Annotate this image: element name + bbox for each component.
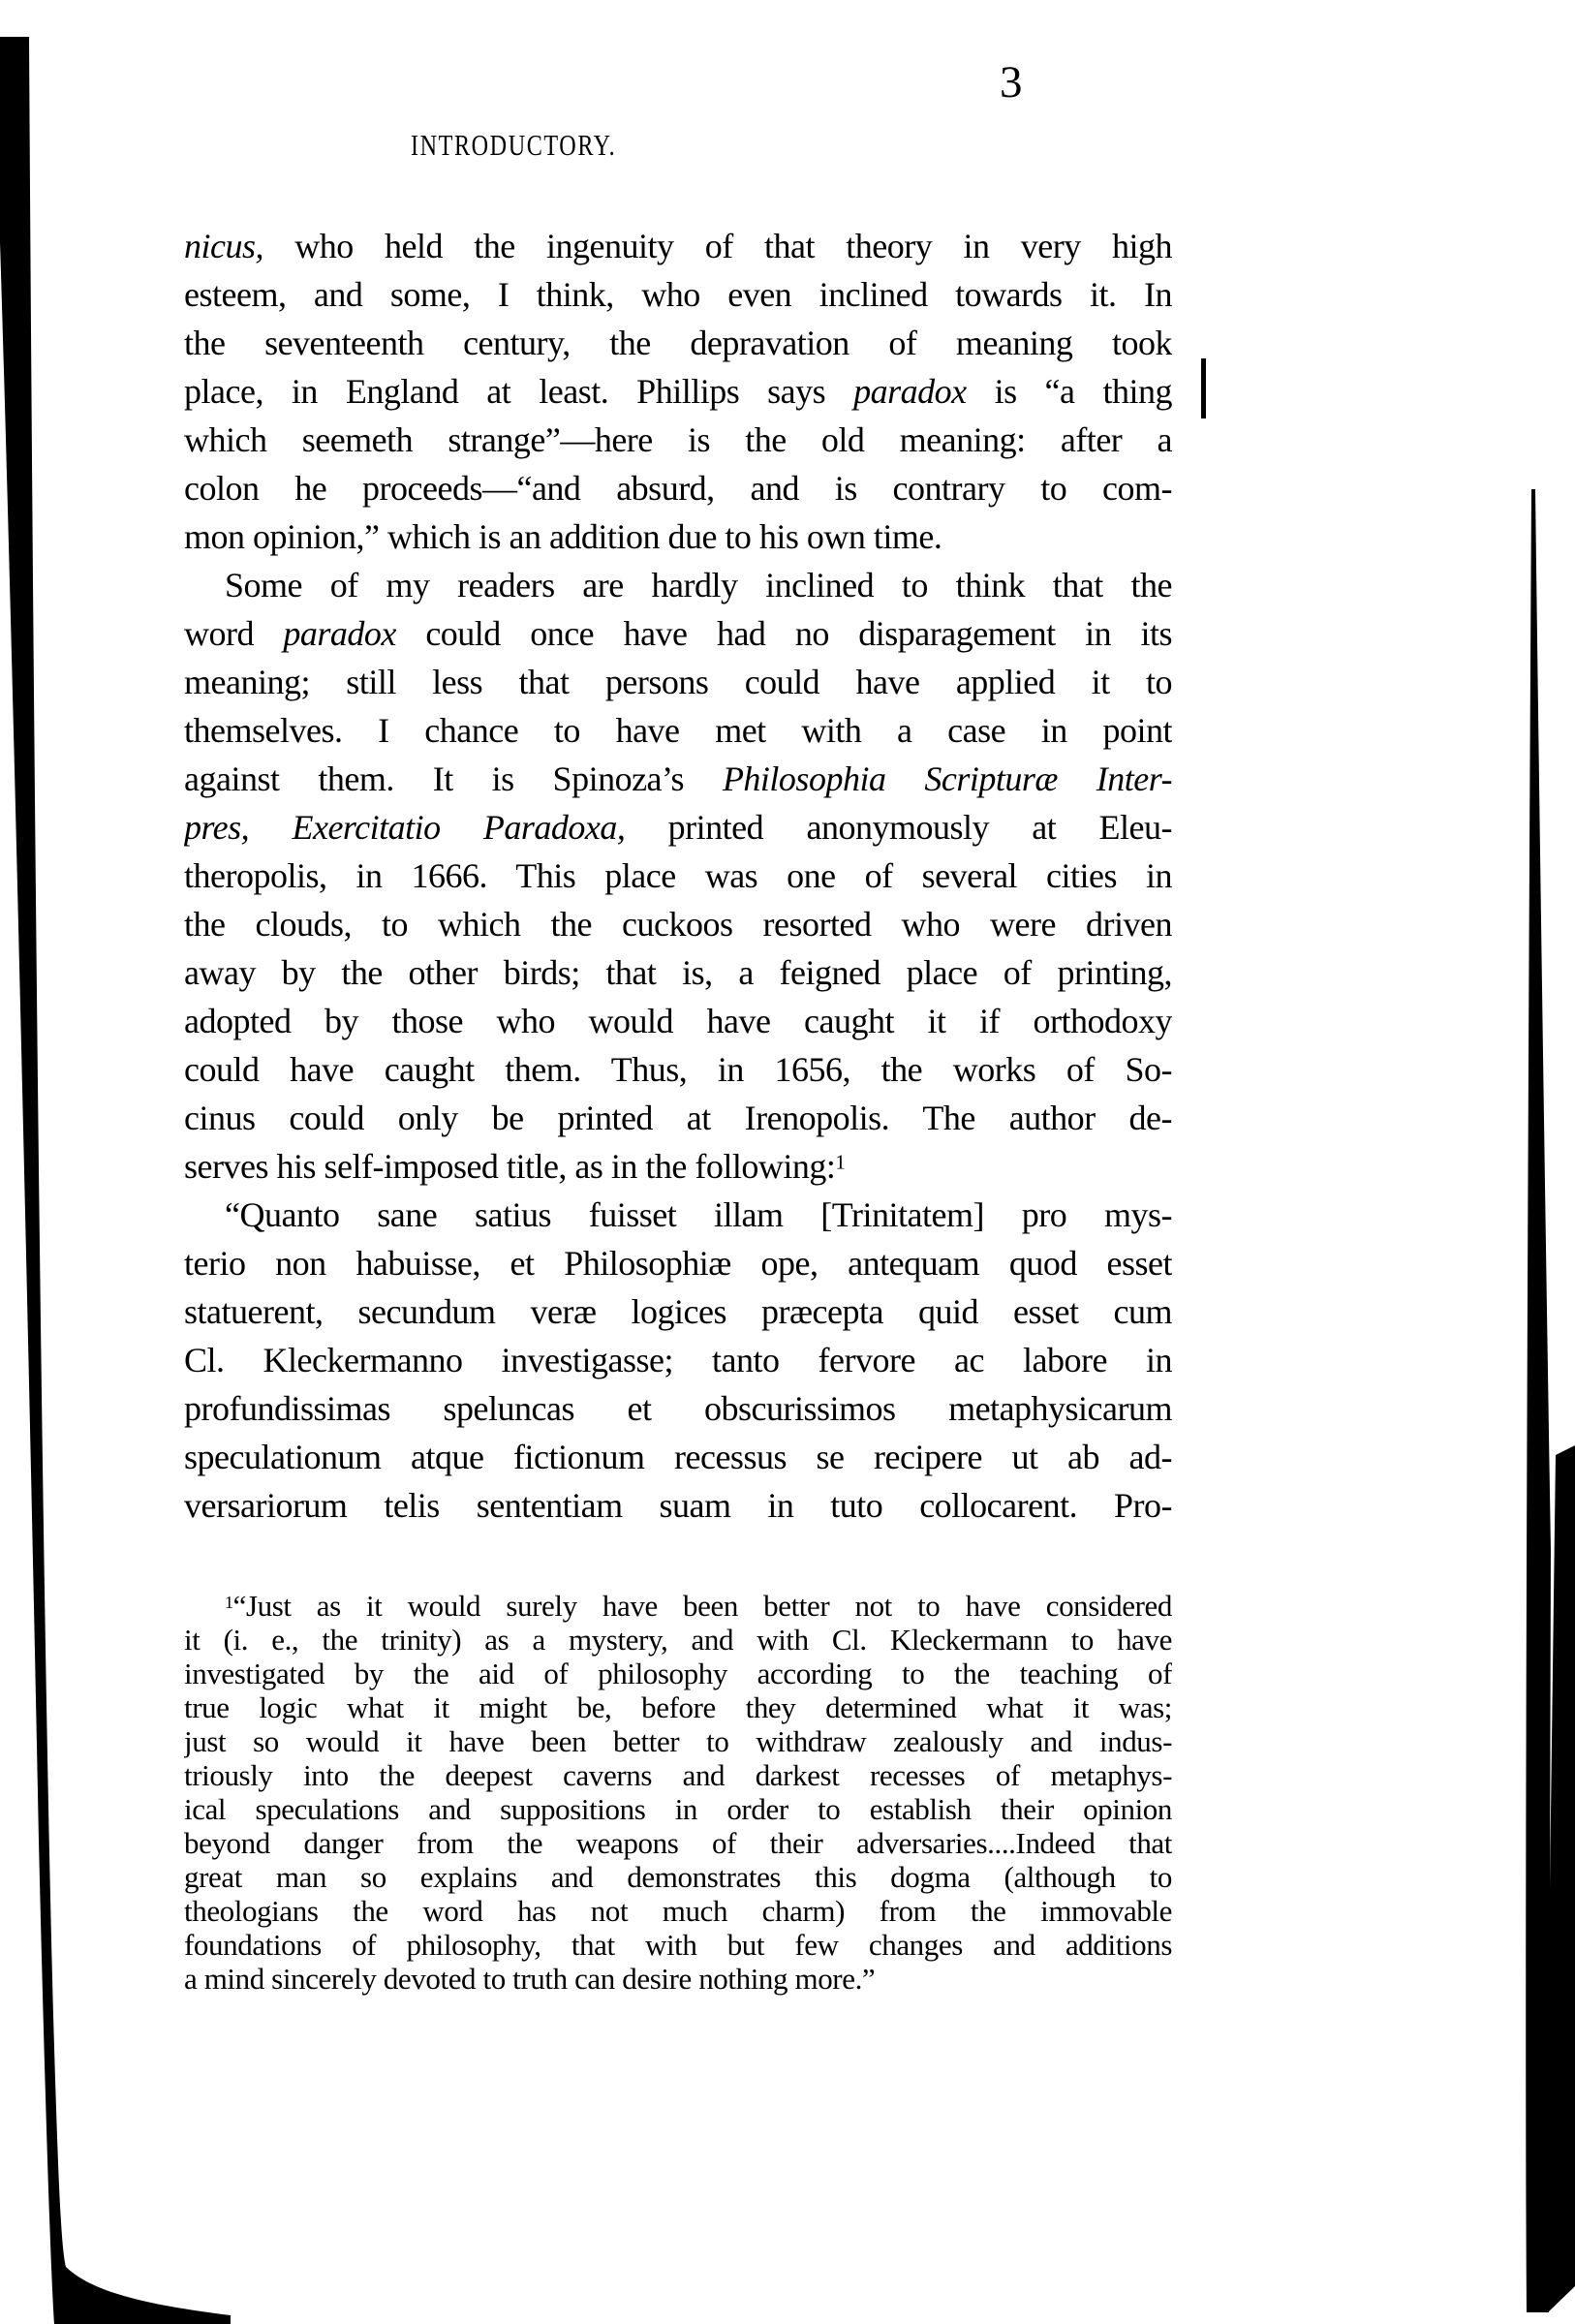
text-line: foundations of philosophy, that with but few changes and additions [184, 1928, 1172, 1962]
text-line: colon he proceeds—“and absurd, and is contrary to com- [184, 469, 1172, 508]
running-header: INTRODUCTORY. [411, 128, 617, 162]
text-line: theropolis, in 1666. This place was one of several cities in [184, 856, 1172, 895]
text-line: triously into the deepest caverns and darkest recesses of metaphys- [184, 1758, 1172, 1792]
text-line: pres, Exercitatio Paradoxa, printed anonymously at Eleu- [184, 808, 1172, 847]
text-line: investigated by the aid of philosophy according to the teaching of [184, 1657, 1172, 1690]
text-line: it (i. e., the trinity) as a mystery, and with Cl. Kleckermann to have [184, 1623, 1172, 1657]
text-line: just so would it have been better to withdraw zealously and indus- [184, 1724, 1172, 1758]
body-text [184, 222, 1172, 1530]
text-line: theologians the word has not much charm) from the immovable [184, 1894, 1172, 1928]
text-line: the clouds, to which the cuckoos resorted who were driven [184, 905, 1172, 944]
text-line: adopted by those who would have caught it if orthodoxy [184, 1002, 1172, 1040]
text-line: against them. It is Spinoza’s Philosophia Scripturæ Inter- [184, 759, 1172, 798]
text-line: mon opinion,” which is an addition due to his own time. [184, 517, 942, 556]
text-line: which seemeth strange”—here is the old meaning: after a [184, 420, 1172, 459]
text-line: cinus could only be printed at Irenopolis. The author de- [184, 1099, 1172, 1137]
page-number: 3 [1000, 57, 1023, 108]
text-line: ical speculations and suppositions in order to establish their opinion [184, 1792, 1172, 1826]
text-line: nicus, who held the ingenuity of that theory in very high [184, 227, 1172, 265]
text-line: speculationum atque fictionum recessus se recipere ut ab ad- [184, 1438, 1172, 1476]
text-line: terio non habuisse, et Philosophiæ ope, antequam quod esset [184, 1244, 1172, 1283]
text-line: the seventeenth century, the depravation of meaning took [184, 324, 1172, 362]
text-line: themselves. I chance to have met with a case in point [184, 711, 1172, 750]
text-line: meaning; still less that persons could have applied it to [184, 663, 1172, 701]
text-line: profundissimas speluncas et obscurissimos metaphysicarum [184, 1389, 1172, 1428]
text-line: beyond danger from the weapons of their adversaries....Indeed that [184, 1826, 1172, 1860]
text-line: statuerent, secundum veræ logices præcepta quid esset cum [184, 1292, 1172, 1331]
stray-mark [1201, 358, 1206, 418]
footnote-text [184, 1589, 1172, 1996]
text-line: great man so explains and demonstrates this dogma (although to [184, 1860, 1172, 1894]
text-line: Cl. Kleckermanno investigasse; tanto fervore ac labore in [184, 1341, 1172, 1379]
text-line: “Quanto sane satius fuisset illam [Trinitatem] pro mys- [225, 1195, 1172, 1234]
text-line: a mind sincerely devoted to truth can desire nothing more.” [184, 1962, 876, 1996]
text-line: versariorum telis sententiam suam in tuto collocarent. Pro- [184, 1486, 1172, 1525]
text-line: away by the other birds; that is, a feigned place of printing, [184, 953, 1172, 992]
text-line: word paradox could once have had no disparagement in its [184, 614, 1172, 653]
text-line: true logic what it might be, before they determined what it was; [184, 1690, 1172, 1724]
text-line: serves his self-imposed title, as in the following:$^1$ [184, 1147, 846, 1186]
text-line: could have caught them. Thus, in 1656, the works of So- [184, 1050, 1172, 1089]
text-line: place, in England at least. Phillips says paradox is “a thing [184, 372, 1172, 411]
text-line: esteem, and some, I think, who even inclined towards it. In [184, 275, 1172, 314]
text-line: $^1$“Just as it would surely have been better not to have considered [225, 1589, 1172, 1623]
text-line: Some of my readers are hardly inclined to think that the [225, 566, 1172, 604]
right-edge-wedge [1526, 489, 1551, 2312]
